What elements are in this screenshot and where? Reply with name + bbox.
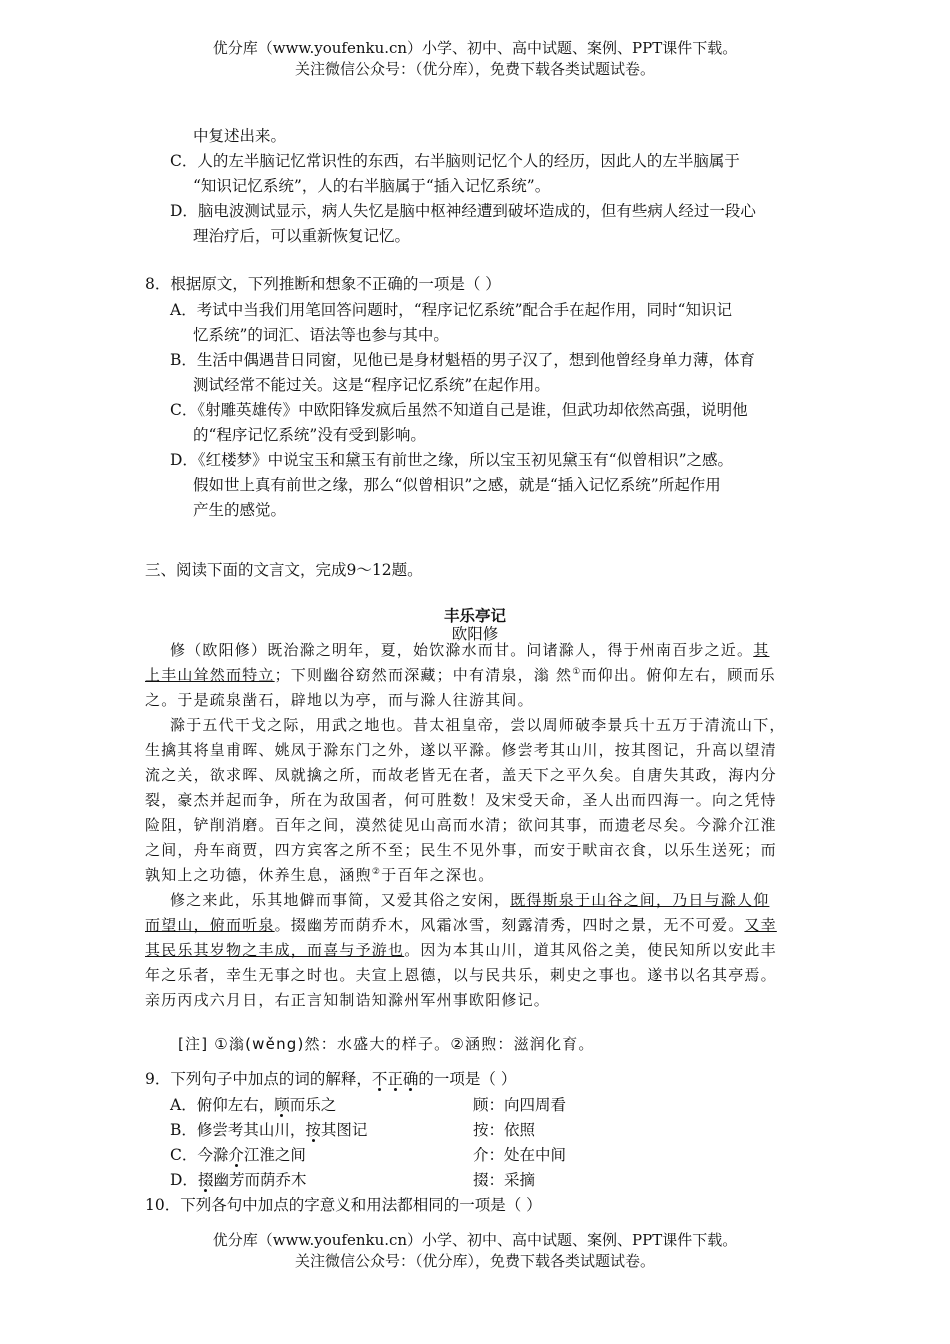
header-line-2: 关注微信公众号：（优分库），免费下载各类试题试卷。 (294, 60, 655, 78)
q8-option-b-line1: B．生活中偶遇昔日同窗，见他已是身材魁梧的男子汉了，想到他曾经身单力薄，体育 (170, 351, 755, 369)
q8-option-b-line2: 测试经常不能过关。这是“程序记忆系统”在起作用。 (193, 376, 550, 394)
passage-p2-line6: 之间，舟车商贾，四方宾客之所不至；民生不见外事，而安于畎亩衣食，以乐生送死；而 (145, 841, 777, 859)
dotted-char: 不 (371, 1070, 388, 1088)
text-span: 孰知上之功德，休养生息，涵煦 (145, 866, 372, 884)
underlined-text: 又幸 (744, 916, 777, 934)
text-span: 幽芳而荫乔木 (213, 1171, 307, 1189)
underlined-text: 而望山，俯而听泉 (145, 916, 275, 934)
page-header (0, 38, 950, 80)
dotted-char: 按 (305, 1121, 321, 1139)
q9-option-c-gloss: 介：处在中间 (473, 1146, 567, 1164)
passage-author: 欧阳修 (451, 625, 499, 643)
passage-p3-line1 (170, 888, 769, 912)
footer-line-2: 关注微信公众号：（优分库），免费下载各类试题试卷。 (294, 1252, 655, 1270)
underlined-text: 其民乐其岁物之丰成，而喜与予游也 (145, 941, 405, 959)
q8-option-d-line3: 产生的感觉。 (193, 501, 287, 519)
text-span: D． (170, 1171, 198, 1189)
passage-p3-line2 (145, 913, 777, 937)
passage-p1-line1 (170, 638, 769, 662)
section-heading: 三、阅读下面的文言文，完成9～12题。 (145, 561, 423, 579)
passage-p2-line2: 生擒其将皇甫晖、姚凤于滁东门之外，遂以平滁。修尝考其山川，按其图记，升高以望清 (145, 741, 777, 759)
passage-p2-line7 (145, 863, 495, 887)
dotted-char: 确 (402, 1070, 419, 1088)
dotted-char: 掇 (197, 1171, 214, 1189)
q8-option-d-line2: 假如世上真有前世之缘，那么“似曾相识”之感，就是“插入记忆系统”所起作用 (193, 476, 721, 494)
passage-title: 丰乐亭记 (443, 606, 506, 625)
q8-option-a-line2: 忆系统”的词汇、语法等也参与其中。 (193, 326, 449, 344)
q10-stem: 10．下列各句中加点的字意义和用法都相同的一项是（ ） (145, 1196, 542, 1214)
text-span: 而仰出。俯仰左右，顾而乐 (581, 666, 776, 684)
passage-note: [注] ①滃(wěng)然：水盛大的样子。②涵煦：滋润化育。 (178, 1035, 595, 1053)
q9-option-b-gloss: 按：依照 (473, 1121, 536, 1139)
text-span: B．修尝考其山川， (170, 1121, 306, 1139)
passage-p2-line3: 流之关，欲求晖、凤就擒之所，而故老皆无在者，盖天下之平久矣。自唐失其政，海内分 (145, 766, 777, 784)
passage-p3-line4: 年之乐者，幸生无事之时也。夫宣上恩德，以与民共乐，刺史之事也。遂书以名其亭焉。 (145, 966, 777, 984)
page-footer (0, 1230, 950, 1272)
text-span: A．俯仰左右， (170, 1096, 275, 1114)
q8-option-a-line1: A．考试中当我们用笔回答问题时，“程序记忆系统”配合手在起作用，同时“知识记 (170, 301, 732, 319)
text-span: ；下则幽谷窈然而深藏；中有清泉，滃 然 (274, 666, 573, 684)
dotted-char: 介 (228, 1146, 244, 1164)
underlined-text: 上丰山耸然而特立 (145, 666, 275, 684)
text-span: C．今滁 (170, 1146, 229, 1164)
q9-option-d-gloss: 掇：采摘 (473, 1171, 536, 1189)
q8-stem: 8．根据原文，下列推断和想象不正确的一项是（ ） (145, 275, 501, 293)
text-span: 的一项是（ ） (418, 1070, 517, 1088)
passage-p2-line5: 险阻，铲削消磨。百年之间，漠然徒见山高而水清；欲问其事，而遗老尽矣。今滁介江淮 (145, 816, 777, 834)
q8-option-c-line1: C．《射雕英雄传》中欧阳锋发疯后虽然不知道自己是谁，但武功却依然高强，说明他 (170, 401, 748, 419)
underlined-text: 其 (753, 641, 770, 659)
q7-option-c-line2: “知识记忆系统”，人的右半脑属于“插入记忆系统”。 (193, 177, 551, 195)
q7-option-d-line2: 理治疗后，可以重新恢复记忆。 (193, 227, 411, 245)
text-span: 江淮之间 (243, 1146, 306, 1164)
q7-option-c-line1: C．人的左半脑记忆常识性的东西，右半脑则记忆个人的经历，因此人的左半脑属于 (170, 152, 740, 170)
q9-stem (145, 1067, 516, 1091)
q9-option-b (170, 1118, 367, 1142)
dotted-char: 正 (387, 1070, 403, 1088)
q9-option-a-gloss: 顾：向四周看 (473, 1096, 567, 1114)
text-span: 修之来此，乐其地僻而事简，又爱其俗之安闲， (170, 891, 511, 909)
q7-option-b-continuation: 中复述出来。 (193, 127, 287, 145)
q7-option-d-line1: D．脑电波测试显示，病人失忆是脑中枢神经遭到破坏造成的，但有些病人经过一段心 (170, 202, 756, 220)
passage-p1-line2 (145, 663, 776, 687)
text-span: 于百年之深也。 (381, 866, 495, 884)
passage-p3-line5: 亲历丙戌六月日，右正言知制诰知滁州军州事欧阳修记。 (145, 991, 551, 1009)
footnote-marker: ② (371, 867, 382, 877)
text-span: 修（欧阳修）既治滁之明年，夏，始饮滁水而甘。问诸滁人，得于州南百步之近。 (170, 641, 754, 659)
passage-p3-line3 (145, 938, 777, 962)
q8-option-d-line1: D．《红楼梦》中说宝玉和黛玉有前世之缘，所以宝玉初见黛玉有“似曾相识”之感。 (170, 451, 734, 469)
text-span: 。掇幽芳而荫乔木，风霜冰雪，刻露清秀，四时之景，无不可爱。 (274, 916, 745, 934)
q9-option-c (170, 1143, 306, 1167)
footer-line-1: 优分库（www.youfenku.cn）小学、初中、高中试题、案例、PPT课件下载。 (212, 1231, 738, 1249)
q9-option-d (170, 1168, 306, 1192)
text-span: 。因为本其山川，道其风俗之美，使民知所以安此丰 (404, 941, 777, 959)
dotted-char: 顾 (274, 1096, 290, 1114)
q8-option-c-line2: 的“程序记忆系统”没有受到影响。 (193, 426, 426, 444)
underlined-text: 既得斯泉于山谷之间，乃日与滁人仰 (510, 891, 770, 909)
passage-p2-line1: 滁于五代干戈之际，用武之地也。昔太祖皇帝，尝以周师破李景兵十五万于清流山下， (170, 716, 786, 734)
text-span: 而乐之 (289, 1096, 337, 1114)
passage-p1-line3: 之。于是疏泉凿石，辟地以为亭，而与滁人往游其间。 (145, 691, 534, 709)
footnote-marker: ① (572, 667, 582, 677)
text-span: 9．下列句子中加点的词的解释， (145, 1070, 372, 1088)
q9-option-a (170, 1093, 336, 1117)
header-line-1: 优分库（www.youfenku.cn）小学、初中、高中试题、案例、PPT课件下载。 (212, 39, 738, 57)
passage-p2-line4: 裂，豪杰并起而争，所在为敌国者，何可胜数！及宋受天命，圣人出而四海一。向之凭恃 (145, 791, 777, 809)
text-span: 其图记 (320, 1121, 368, 1139)
